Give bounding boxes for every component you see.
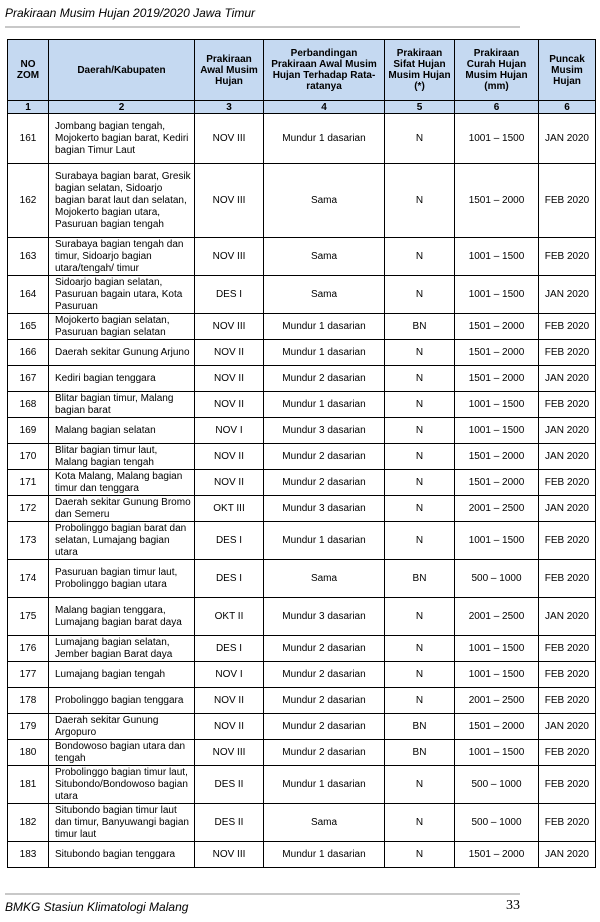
cell-puncak: FEB 2020: [539, 164, 596, 238]
cell-sifat-hujan: N: [385, 276, 455, 314]
table-row: [8, 444, 596, 470]
cell-sifat-hujan: N: [385, 366, 455, 392]
cell-daerah: Daerah sekitar Gunung Argopuro: [49, 714, 195, 740]
cell-awal-musim: DES I: [195, 636, 264, 662]
cell-curah-hujan: 1001 – 1500: [455, 114, 539, 164]
cell-sifat-hujan: BN: [385, 714, 455, 740]
cell-awal-musim: DES I: [195, 276, 264, 314]
col-header-perbandingan: Perbandingan Prakiraan Awal Musim Hujan Terhadap Rata-ratanya: [264, 40, 385, 101]
cell-awal-musim: NOV II: [195, 392, 264, 418]
cell-curah-hujan: 1501 – 2000: [455, 842, 539, 868]
cell-daerah: Blitar bagian timur laut, Malang bagian tengah: [49, 444, 195, 470]
cell-no-zom: 183: [8, 842, 49, 868]
cell-perbandingan: Mundur 2 dasarian: [264, 470, 385, 496]
cell-no-zom: 161: [8, 114, 49, 164]
cell-awal-musim: NOV II: [195, 688, 264, 714]
cell-daerah: Kota Malang, Malang bagian timur dan tenggara: [49, 470, 195, 496]
cell-daerah: Pasuruan bagian timur laut, Probolinggo bagian utara: [49, 560, 195, 598]
cell-no-zom: 165: [8, 314, 49, 340]
cell-puncak: FEB 2020: [539, 688, 596, 714]
cell-perbandingan: Mundur 3 dasarian: [264, 418, 385, 444]
cell-sifat-hujan: N: [385, 238, 455, 276]
cell-no-zom: 181: [8, 766, 49, 804]
cell-puncak: FEB 2020: [539, 740, 596, 766]
table-header-row: [8, 40, 596, 101]
cell-perbandingan: Mundur 1 dasarian: [264, 392, 385, 418]
cell-daerah: Surabaya bagian tengah dan timur, Sidoarjo bagian utara/tengah/ timur: [49, 238, 195, 276]
cell-awal-musim: NOV III: [195, 314, 264, 340]
cell-sifat-hujan: N: [385, 804, 455, 842]
col-header-daerah: Daerah/Kabupaten: [49, 40, 195, 101]
cell-curah-hujan: 1001 – 1500: [455, 392, 539, 418]
cell-curah-hujan: 2001 – 2500: [455, 598, 539, 636]
cell-curah-hujan: 1001 – 1500: [455, 522, 539, 560]
column-number-row: [8, 101, 596, 114]
cell-sifat-hujan: N: [385, 114, 455, 164]
col-number: 4: [264, 101, 385, 114]
table-row: [8, 804, 596, 842]
cell-no-zom: 171: [8, 470, 49, 496]
table-row: [8, 314, 596, 340]
cell-daerah: Kediri bagian tenggara: [49, 366, 195, 392]
cell-no-zom: 167: [8, 366, 49, 392]
cell-curah-hujan: 500 – 1000: [455, 804, 539, 842]
table-row: [8, 766, 596, 804]
cell-sifat-hujan: N: [385, 418, 455, 444]
cell-puncak: FEB 2020: [539, 560, 596, 598]
table-row: [8, 496, 596, 522]
cell-no-zom: 180: [8, 740, 49, 766]
page-number: 33: [506, 898, 520, 913]
cell-perbandingan: Mundur 3 dasarian: [264, 496, 385, 522]
cell-awal-musim: NOV I: [195, 662, 264, 688]
cell-perbandingan: Mundur 2 dasarian: [264, 714, 385, 740]
table-row: [8, 340, 596, 366]
cell-puncak: FEB 2020: [539, 392, 596, 418]
cell-sifat-hujan: N: [385, 392, 455, 418]
cell-perbandingan: Sama: [264, 276, 385, 314]
cell-perbandingan: Mundur 1 dasarian: [264, 340, 385, 366]
cell-curah-hujan: 1001 – 1500: [455, 238, 539, 276]
col-header-curah-hujan: Prakiraan Curah Hujan Musim Hujan (mm): [455, 40, 539, 101]
table-row: [8, 276, 596, 314]
table-row: [8, 662, 596, 688]
cell-awal-musim: DES I: [195, 560, 264, 598]
cell-curah-hujan: 500 – 1000: [455, 560, 539, 598]
cell-puncak: FEB 2020: [539, 766, 596, 804]
cell-awal-musim: NOV III: [195, 114, 264, 164]
cell-sifat-hujan: N: [385, 598, 455, 636]
cell-perbandingan: Mundur 1 dasarian: [264, 114, 385, 164]
cell-daerah: Situbondo bagian tenggara: [49, 842, 195, 868]
cell-sifat-hujan: N: [385, 842, 455, 868]
cell-daerah: Daerah sekitar Gunung Bromo dan Semeru: [49, 496, 195, 522]
cell-sifat-hujan: BN: [385, 560, 455, 598]
cell-puncak: JAN 2020: [539, 418, 596, 444]
cell-sifat-hujan: N: [385, 662, 455, 688]
cell-sifat-hujan: BN: [385, 740, 455, 766]
cell-puncak: JAN 2020: [539, 276, 596, 314]
cell-puncak: FEB 2020: [539, 636, 596, 662]
cell-awal-musim: OKT III: [195, 496, 264, 522]
table-row: [8, 598, 596, 636]
cell-curah-hujan: 1001 – 1500: [455, 636, 539, 662]
cell-no-zom: 179: [8, 714, 49, 740]
cell-awal-musim: NOV II: [195, 714, 264, 740]
cell-awal-musim: NOV III: [195, 740, 264, 766]
col-number: 5: [385, 101, 455, 114]
cell-puncak: FEB 2020: [539, 238, 596, 276]
cell-no-zom: 175: [8, 598, 49, 636]
cell-curah-hujan: 1001 – 1500: [455, 662, 539, 688]
table-row: [8, 164, 596, 238]
cell-daerah: Probolinggo bagian barat dan selatan, Lumajang bagian utara: [49, 522, 195, 560]
cell-perbandingan: Mundur 2 dasarian: [264, 444, 385, 470]
cell-awal-musim: NOV I: [195, 418, 264, 444]
cell-daerah: Bondowoso bagian utara dan tengah: [49, 740, 195, 766]
cell-sifat-hujan: N: [385, 522, 455, 560]
cell-sifat-hujan: N: [385, 766, 455, 804]
cell-curah-hujan: 1501 – 2000: [455, 340, 539, 366]
cell-awal-musim: NOV II: [195, 444, 264, 470]
col-number: 6: [455, 101, 539, 114]
cell-no-zom: 172: [8, 496, 49, 522]
cell-sifat-hujan: N: [385, 470, 455, 496]
cell-awal-musim: NOV III: [195, 164, 264, 238]
cell-no-zom: 174: [8, 560, 49, 598]
cell-no-zom: 166: [8, 340, 49, 366]
table-row: [8, 366, 596, 392]
cell-daerah: Malang bagian tenggara, Lumajang bagian barat daya: [49, 598, 195, 636]
col-header-sifat-hujan: Prakiraan Sifat Hujan Musim Hujan (*): [385, 40, 455, 101]
footer-divider: [5, 893, 520, 895]
cell-daerah: Mojokerto bagian selatan, Pasuruan bagian selatan: [49, 314, 195, 340]
cell-curah-hujan: 2001 – 2500: [455, 688, 539, 714]
cell-perbandingan: Mundur 2 dasarian: [264, 662, 385, 688]
cell-no-zom: 173: [8, 522, 49, 560]
cell-no-zom: 168: [8, 392, 49, 418]
cell-curah-hujan: 1001 – 1500: [455, 276, 539, 314]
cell-no-zom: 178: [8, 688, 49, 714]
cell-daerah: Lumajang bagian tengah: [49, 662, 195, 688]
table-row: [8, 560, 596, 598]
cell-curah-hujan: 1501 – 2000: [455, 444, 539, 470]
col-number: 2: [49, 101, 195, 114]
cell-perbandingan: Mundur 1 dasarian: [264, 314, 385, 340]
cell-awal-musim: DES II: [195, 766, 264, 804]
cell-curah-hujan: 1001 – 1500: [455, 418, 539, 444]
page-header-title: Prakiraan Musim Hujan 2019/2020 Jawa Timur: [5, 6, 256, 20]
cell-daerah: Lumajang bagian selatan, Jember bagian Barat daya: [49, 636, 195, 662]
cell-puncak: JAN 2020: [539, 598, 596, 636]
cell-no-zom: 164: [8, 276, 49, 314]
cell-curah-hujan: 2001 – 2500: [455, 496, 539, 522]
col-header-no-zom: NO ZOM: [8, 40, 49, 101]
header-divider: [5, 26, 520, 28]
table-row: [8, 238, 596, 276]
cell-puncak: JAN 2020: [539, 842, 596, 868]
cell-no-zom: 177: [8, 662, 49, 688]
table-row: [8, 522, 596, 560]
cell-sifat-hujan: BN: [385, 314, 455, 340]
table-row: [8, 392, 596, 418]
cell-curah-hujan: 1501 – 2000: [455, 314, 539, 340]
cell-daerah: Sidoarjo bagian selatan, Pasuruan bagain utara, Kota Pasuruan: [49, 276, 195, 314]
table-row: [8, 714, 596, 740]
cell-perbandingan: Mundur 2 dasarian: [264, 366, 385, 392]
cell-puncak: JAN 2020: [539, 444, 596, 470]
cell-puncak: FEB 2020: [539, 340, 596, 366]
cell-daerah: Daerah sekitar Gunung Arjuno: [49, 340, 195, 366]
cell-awal-musim: NOV II: [195, 470, 264, 496]
table-row: [8, 470, 596, 496]
cell-daerah: Surabaya bagian barat, Gresik bagian selatan, Sidoarjo bagian barat laut dan selatan, Mojokerto bagian utara, Pasuruan bagian tengah: [49, 164, 195, 238]
cell-perbandingan: Mundur 1 dasarian: [264, 522, 385, 560]
cell-no-zom: 176: [8, 636, 49, 662]
cell-awal-musim: OKT II: [195, 598, 264, 636]
cell-daerah: Blitar bagian timur, Malang bagian barat: [49, 392, 195, 418]
cell-sifat-hujan: N: [385, 688, 455, 714]
cell-awal-musim: DES I: [195, 522, 264, 560]
cell-no-zom: 170: [8, 444, 49, 470]
cell-no-zom: 169: [8, 418, 49, 444]
table-row: [8, 636, 596, 662]
cell-daerah: Probolinggo bagian timur laut, Situbondo/Bondowoso bagian utara: [49, 766, 195, 804]
cell-puncak: FEB 2020: [539, 314, 596, 340]
cell-perbandingan: Mundur 2 dasarian: [264, 740, 385, 766]
cell-perbandingan: Mundur 1 dasarian: [264, 766, 385, 804]
cell-sifat-hujan: N: [385, 636, 455, 662]
cell-no-zom: 162: [8, 164, 49, 238]
cell-daerah: Situbondo bagian timur laut dan timur, Banyuwangi bagian timur laut: [49, 804, 195, 842]
cell-sifat-hujan: N: [385, 444, 455, 470]
cell-puncak: FEB 2020: [539, 804, 596, 842]
cell-puncak: FEB 2020: [539, 522, 596, 560]
cell-sifat-hujan: N: [385, 340, 455, 366]
cell-perbandingan: Sama: [264, 804, 385, 842]
cell-curah-hujan: 500 – 1000: [455, 766, 539, 804]
cell-curah-hujan: 1501 – 2000: [455, 164, 539, 238]
cell-awal-musim: NOV III: [195, 842, 264, 868]
cell-curah-hujan: 1501 – 2000: [455, 470, 539, 496]
table-body: [8, 114, 596, 868]
col-header-awal-musim: Prakiraan Awal Musim Hujan: [195, 40, 264, 101]
cell-awal-musim: NOV III: [195, 238, 264, 276]
cell-puncak: JAN 2020: [539, 366, 596, 392]
cell-perbandingan: Sama: [264, 560, 385, 598]
col-number: 1: [8, 101, 49, 114]
table-row: [8, 842, 596, 868]
cell-no-zom: 163: [8, 238, 49, 276]
cell-no-zom: 182: [8, 804, 49, 842]
cell-awal-musim: DES II: [195, 804, 264, 842]
table-row: [8, 740, 596, 766]
table-row: [8, 688, 596, 714]
cell-puncak: FEB 2020: [539, 662, 596, 688]
col-number: 3: [195, 101, 264, 114]
cell-sifat-hujan: N: [385, 496, 455, 522]
page-footer-text: BMKG Stasiun Klimatologi Malang: [5, 900, 189, 914]
cell-perbandingan: Mundur 1 dasarian: [264, 842, 385, 868]
cell-sifat-hujan: N: [385, 164, 455, 238]
cell-puncak: FEB 2020: [539, 470, 596, 496]
cell-puncak: JAN 2020: [539, 114, 596, 164]
col-header-puncak: Puncak Musim Hujan: [539, 40, 596, 101]
table-row: [8, 114, 596, 164]
table-row: [8, 418, 596, 444]
cell-perbandingan: Sama: [264, 164, 385, 238]
cell-puncak: JAN 2020: [539, 714, 596, 740]
cell-perbandingan: Mundur 2 dasarian: [264, 636, 385, 662]
cell-perbandingan: Sama: [264, 238, 385, 276]
cell-awal-musim: NOV II: [195, 340, 264, 366]
cell-daerah: Malang bagian selatan: [49, 418, 195, 444]
forecast-table: [7, 39, 596, 868]
cell-puncak: JAN 2020: [539, 496, 596, 522]
cell-perbandingan: Mundur 3 dasarian: [264, 598, 385, 636]
cell-curah-hujan: 1501 – 2000: [455, 714, 539, 740]
cell-perbandingan: Mundur 2 dasarian: [264, 688, 385, 714]
cell-daerah: Probolinggo bagian tenggara: [49, 688, 195, 714]
cell-curah-hujan: 1001 – 1500: [455, 740, 539, 766]
cell-awal-musim: NOV II: [195, 366, 264, 392]
col-number: 6: [539, 101, 596, 114]
cell-daerah: Jombang bagian tengah, Mojokerto bagian barat, Kediri bagian Timur Laut: [49, 114, 195, 164]
cell-curah-hujan: 1501 – 2000: [455, 366, 539, 392]
